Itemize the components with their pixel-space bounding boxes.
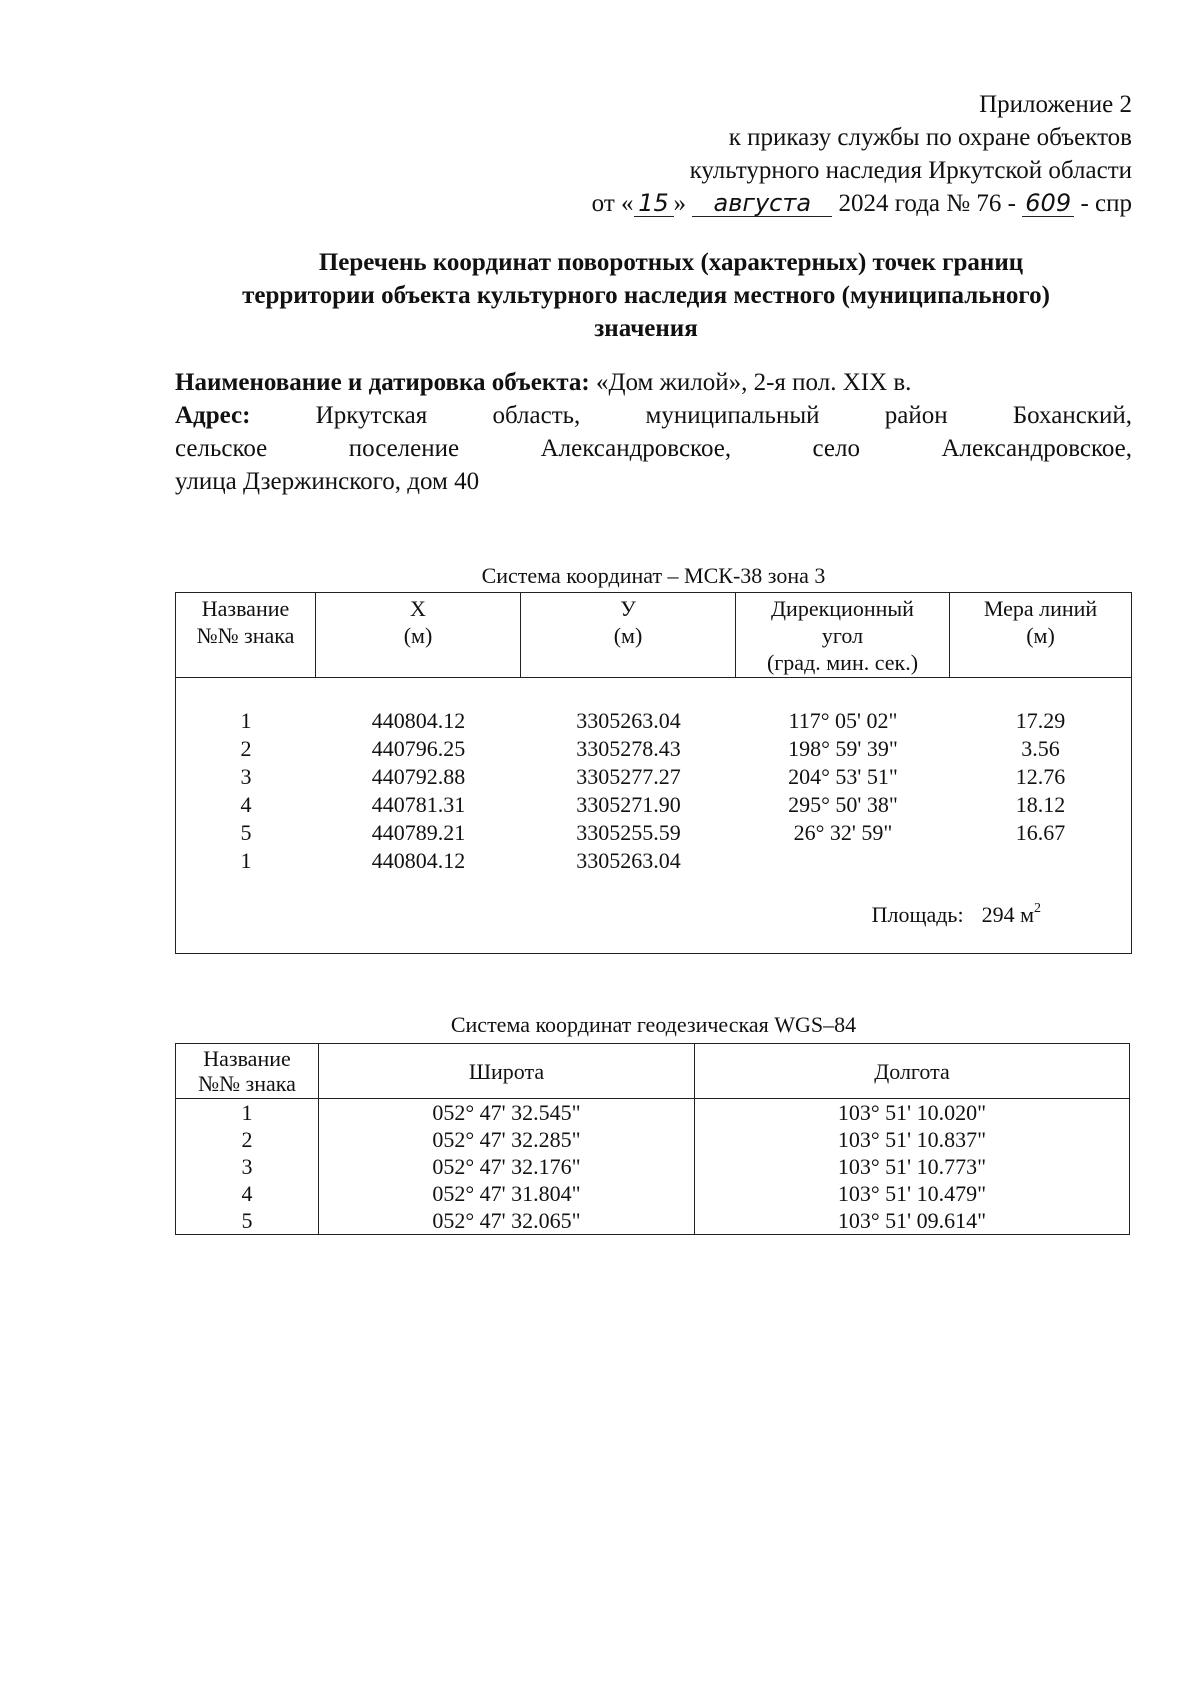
table2-header-row	[176, 1044, 1130, 1099]
area-summary	[872, 901, 1041, 928]
x-coordinate: 440792.88	[371, 764, 466, 789]
address-word: село	[812, 435, 861, 462]
point-number: 5	[240, 820, 252, 845]
line-length: 12.76	[1015, 764, 1066, 789]
table2-header-cell: Широта	[319, 1044, 695, 1099]
x-coordinate: 440789.21	[371, 820, 466, 845]
bearing-angle: 198° 59' 39"	[788, 736, 898, 761]
header-text: (м)	[613, 623, 643, 648]
latitude: 052° 47' 32.065"	[319, 1207, 695, 1235]
point-number: 2	[240, 736, 252, 761]
date-year-text: 2024 года № 76 -	[838, 190, 1016, 217]
object-name-line	[175, 366, 1132, 399]
address-label: Адрес:	[175, 402, 251, 429]
bearing-angle	[736, 847, 950, 875]
point-number: 4	[240, 792, 252, 817]
header-text: угол	[821, 623, 864, 648]
x-coordinate: 440796.25	[371, 736, 466, 761]
address-word: Александровское,	[540, 435, 732, 462]
table-row	[176, 707, 1131, 735]
longitude: 103° 51' 10.479"	[695, 1180, 1130, 1207]
x-coordinate: 440804.12	[371, 848, 466, 873]
area-label: Площадь:	[871, 902, 964, 927]
address-line-2	[175, 432, 1132, 465]
handwritten-order-number: 609	[1022, 190, 1074, 217]
table-row	[176, 1207, 1130, 1235]
appendix-order-line: к приказу службы по охране объектов	[728, 124, 1132, 151]
header-text: (град. мин. сек.)	[766, 650, 919, 675]
coordinates-table-msk38	[175, 592, 1132, 954]
x-coordinate: 440804.12	[371, 708, 466, 733]
point-number: 5	[176, 1207, 319, 1235]
order-suffix: - спр	[1080, 190, 1132, 217]
line-length: 17.29	[1015, 708, 1066, 733]
header-text: (м)	[403, 623, 433, 648]
handwritten-month: августа	[692, 190, 832, 217]
table-row	[176, 847, 1131, 875]
appendix-header	[592, 88, 1132, 220]
longitude: 103° 51' 10.020"	[695, 1099, 1130, 1127]
table-row	[176, 819, 1131, 847]
point-number: 2	[176, 1126, 319, 1153]
appendix-date-line	[592, 187, 1132, 220]
table1-header-cell	[950, 593, 1131, 677]
header-text: Название	[201, 596, 290, 621]
coordinates-table-wgs84	[175, 1043, 1130, 1235]
header-text: Мера линий	[983, 596, 1098, 621]
latitude: 052° 47' 32.176"	[319, 1153, 695, 1180]
table1-header-cell	[316, 593, 521, 677]
longitude: 103° 51' 09.614"	[695, 1207, 1130, 1235]
point-number: 3	[176, 1153, 319, 1180]
address-word: область,	[492, 402, 581, 429]
header-text: X	[410, 596, 426, 621]
date-prefix: от «	[591, 190, 634, 217]
table-row	[176, 1099, 1130, 1127]
header-text: Название	[203, 1046, 291, 1071]
date-quote-close: »	[673, 190, 687, 217]
point-number: 4	[176, 1180, 319, 1207]
line-length: 16.67	[1015, 820, 1066, 845]
object-name-label: Наименование и датировка объекта:	[175, 369, 590, 396]
address-word: район	[884, 402, 948, 429]
table1-header-cell	[521, 593, 736, 677]
latitude: 052° 47' 32.545"	[319, 1099, 695, 1127]
address-line-3: улица Дзержинского, дом 40	[175, 468, 480, 495]
header-text: У	[620, 596, 636, 621]
line-length: 18.12	[1015, 792, 1066, 817]
latitude: 052° 47' 31.804"	[319, 1180, 695, 1207]
table-row	[176, 1180, 1130, 1207]
appendix-number: Приложение 2	[979, 91, 1132, 118]
title-line-1: Перечень координат поворотных (характерных) точек границ	[318, 249, 1024, 276]
handwritten-day: 15	[634, 190, 674, 217]
x-coordinate: 440781.31	[371, 792, 466, 817]
point-number: 1	[240, 848, 252, 873]
bearing-angle: 295° 50' 38"	[788, 792, 898, 817]
line-length: 3.56	[1021, 736, 1060, 761]
area-value: 294 м	[981, 902, 1034, 927]
address-line-1	[175, 399, 1132, 432]
point-number: 1	[240, 708, 252, 733]
table1-caption: Система координат – МСК-38 зона 3	[481, 563, 826, 588]
address-word: муниципальный	[645, 402, 820, 429]
address-word: Боханский,	[1012, 402, 1132, 429]
table-row	[176, 791, 1131, 819]
y-coordinate: 3305277.27	[576, 764, 681, 789]
bearing-angle: 26° 32' 59"	[793, 820, 893, 845]
y-coordinate: 3305263.04	[576, 848, 681, 873]
table2-caption: Система координат геодезическая WGS–84	[450, 1012, 857, 1037]
bearing-angle: 204° 53' 51"	[788, 764, 898, 789]
table2-header-cell	[176, 1044, 319, 1099]
address-word: поселение	[348, 435, 460, 462]
line-length	[950, 847, 1131, 875]
table-row	[176, 1153, 1130, 1180]
document-title	[160, 246, 1132, 345]
address-word: Александровское,	[941, 435, 1132, 462]
address-word: Иркутская	[315, 402, 428, 429]
y-coordinate: 3305278.43	[576, 736, 681, 761]
longitude: 103° 51' 10.773"	[695, 1153, 1130, 1180]
header-text: №№ знака	[198, 1071, 296, 1096]
header-text: Дирекционный	[771, 596, 914, 621]
table1-header-cell	[176, 593, 316, 677]
header-text: (м)	[1026, 623, 1055, 648]
object-info	[175, 366, 1132, 498]
table1-header-row	[176, 593, 1131, 678]
title-line-2: территории объекта культурного наследия местного (муниципального)	[242, 282, 1050, 309]
point-number: 1	[176, 1099, 319, 1127]
table-row	[176, 1126, 1130, 1153]
header-text: №№ знака	[196, 623, 295, 648]
table1-header-cell	[736, 593, 950, 677]
address-word: сельское	[175, 435, 268, 462]
title-line-3: значения	[594, 315, 698, 342]
table2-header-cell: Долгота	[695, 1044, 1130, 1099]
area-exponent: 2	[1034, 901, 1041, 916]
point-number: 3	[240, 764, 252, 789]
y-coordinate: 3305271.90	[576, 792, 681, 817]
table-row	[176, 735, 1131, 763]
longitude: 103° 51' 10.837"	[695, 1126, 1130, 1153]
bearing-angle: 117° 05' 02"	[788, 708, 898, 733]
latitude: 052° 47' 32.285"	[319, 1126, 695, 1153]
appendix-service-line: культурного наследия Иркутской области	[689, 157, 1132, 184]
table1-body	[176, 707, 1131, 875]
y-coordinate: 3305263.04	[576, 708, 681, 733]
object-name-value: «Дом жилой», 2-я пол. XIX в.	[595, 369, 912, 396]
table-row	[176, 763, 1131, 791]
y-coordinate: 3305255.59	[576, 820, 681, 845]
